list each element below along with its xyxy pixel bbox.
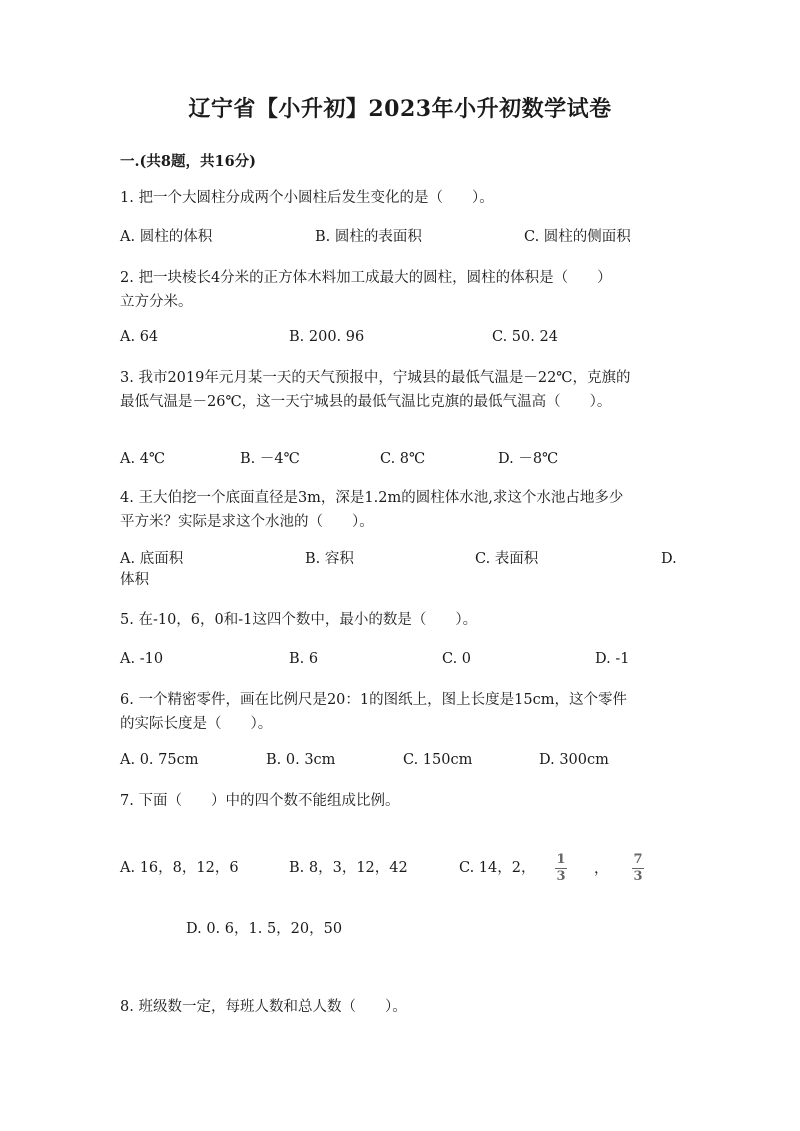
- question-2: [120, 266, 680, 314]
- fraction-numerator: 1: [556, 852, 566, 867]
- q3-option-b: B. －4℃: [240, 451, 300, 467]
- fraction-denominator: 3: [633, 869, 643, 884]
- fraction-denominator: 3: [556, 869, 566, 884]
- q7-fraction-one-third: [555, 853, 567, 884]
- question-4-line-2: 平方米？实际是求这个水池的（ ）。: [120, 514, 374, 530]
- q3-option-a: A. 4℃: [120, 451, 166, 467]
- question-1-text: 1. 把一个大圆柱分成两个小圆柱后发生变化的是（ ）。: [120, 190, 494, 206]
- question-1: [120, 186, 680, 210]
- q7-option-d: D. 0. 6，1. 5，20，50: [186, 921, 343, 937]
- q3-option-d: D. －8℃: [498, 451, 559, 467]
- q3-option-c: C. 8℃: [380, 451, 426, 467]
- question-3: [120, 366, 680, 414]
- question-6-line-2: 的实际长度是（ ）。: [120, 716, 273, 732]
- section-heading: 一.(共8题，共16分): [120, 153, 257, 170]
- q6-option-d: D. 300cm: [539, 752, 609, 768]
- q6-option-c: C. 150cm: [403, 752, 473, 768]
- question-6-line-1: 6. 一个精密零件，画在比例尺是20：1的图纸上，图上长度是15cm，这个零件: [120, 692, 627, 708]
- question-7-text: 7. 下面（ ）中的四个数不能组成比例。: [120, 793, 400, 809]
- q4-option-d: D.: [661, 551, 677, 567]
- q5-option-d: D. -1: [595, 651, 630, 667]
- q7-separator: ，: [594, 861, 609, 877]
- q4-option-d-continued: 体积: [120, 572, 149, 588]
- q7-fraction-seven-thirds: [632, 853, 644, 884]
- fraction-numerator: 7: [633, 852, 643, 867]
- q5-option-a: A. -10: [120, 651, 164, 667]
- q2-option-b: B. 200. 96: [289, 329, 365, 345]
- page-title: 辽宁省【小升初】2023年小升初数学试卷: [188, 96, 612, 122]
- q1-option-b: B. 圆柱的表面积: [315, 229, 422, 245]
- question-3-line-2: 最低气温是－26℃，这一天宁城县的最低气温比克旗的最低气温高（ ）。: [120, 394, 612, 410]
- q4-option-b: B. 容积: [305, 551, 354, 567]
- q1-option-c: C. 圆柱的侧面积: [524, 229, 631, 245]
- question-5-text: 5. 在-10，6，0和-1这四个数中，最小的数是（ ）。: [120, 612, 478, 628]
- q6-option-b: B. 0. 3cm: [266, 752, 336, 768]
- q2-option-c: C. 50. 24: [492, 329, 558, 345]
- question-4-line-1: 4. 王大伯挖一个底面直径是3m，深是1.2m的圆柱体水池,求这个水池占地多少: [120, 490, 624, 506]
- q5-option-b: B. 6: [289, 651, 319, 667]
- q7-option-c: C. 14，2，: [459, 860, 536, 876]
- q5-option-c: C. 0: [442, 651, 472, 667]
- question-2-line-2: 立方分米。: [120, 294, 193, 310]
- question-8: [120, 995, 680, 1019]
- question-6: [120, 688, 680, 736]
- q7-option-b: B. 8，3，12，42: [289, 860, 408, 876]
- q7-option-a: A. 16，8，12，6: [120, 860, 239, 876]
- question-3-line-1: 3. 我市2019年元月某一天的天气预报中，宁城县的最低气温是－22℃，克旗的: [120, 370, 631, 386]
- q4-option-c: C. 表面积: [475, 551, 539, 567]
- question-7: [120, 789, 680, 813]
- question-4: [120, 486, 680, 534]
- question-2-line-1: 2. 把一块棱长4分米的正方体木料加工成最大的圆柱，圆柱的体积是（ ）: [120, 270, 612, 286]
- q4-option-a: A. 底面积: [120, 551, 184, 567]
- question-5: [120, 608, 680, 632]
- question-8-text: 8. 班级数一定，每班人数和总人数（ ）。: [120, 999, 407, 1015]
- q6-option-a: A. 0. 75cm: [120, 752, 199, 768]
- q2-option-a: A. 64: [120, 329, 159, 345]
- q1-option-a: A. 圆柱的体积: [120, 229, 213, 245]
